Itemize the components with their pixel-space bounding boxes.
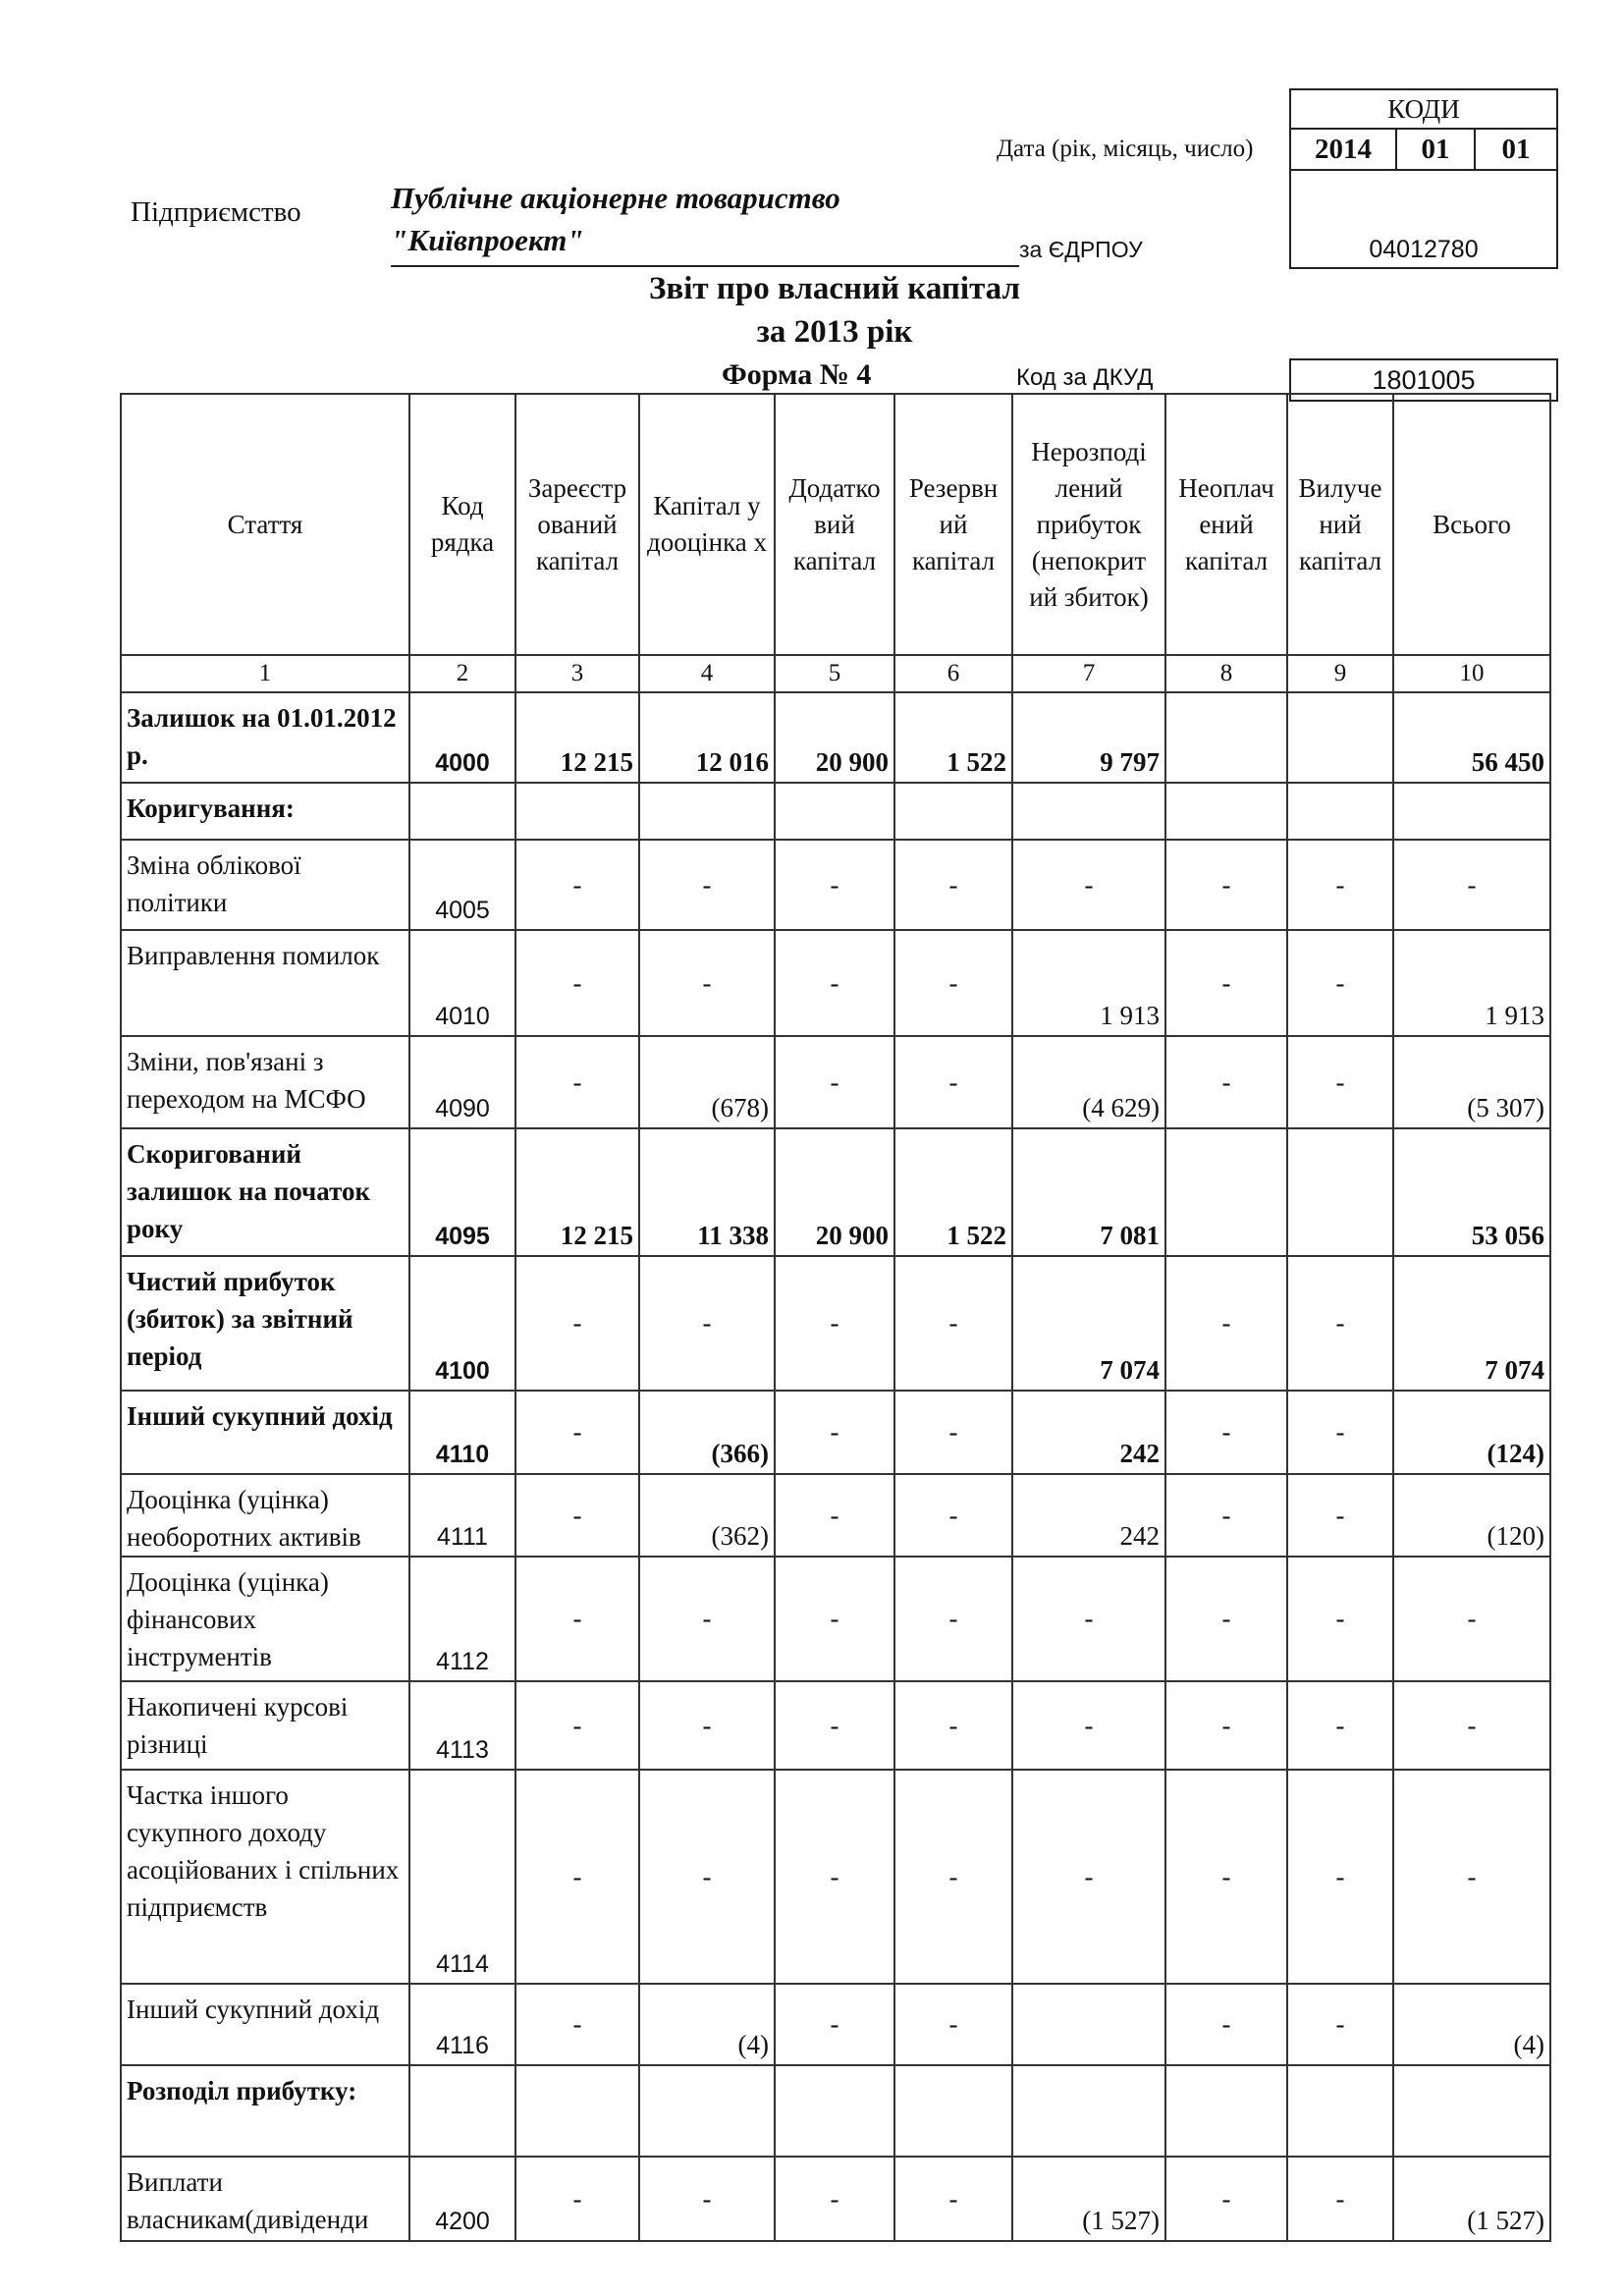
row-label: Виправлення помилок — [121, 930, 409, 1036]
value-cell: - — [515, 1984, 639, 2065]
value-cell: - — [775, 1474, 894, 1557]
value-cell: 9 797 — [1012, 692, 1165, 783]
table-row — [121, 1681, 1550, 1770]
value-cell — [1287, 783, 1393, 840]
row-label: Інший сукупний дохід — [121, 1984, 409, 2065]
table-row — [121, 1036, 1550, 1128]
report-title: Звіт про власний капітал — [648, 271, 1020, 306]
table-row — [121, 1128, 1550, 1256]
value-cell: - — [1165, 1770, 1287, 1984]
col-number: 6 — [894, 655, 1012, 692]
table-row — [121, 783, 1550, 840]
form-name: Форма № 4 — [722, 358, 872, 391]
row-code: 4113 — [409, 1681, 515, 1770]
value-cell: - — [1165, 1557, 1287, 1681]
row-label: Зміни, пов'язані з переходом на МСФО — [121, 1036, 409, 1128]
enterprise-name — [391, 177, 1019, 267]
value-cell: 11 338 — [639, 1128, 775, 1256]
col-header: Код рядка — [409, 394, 515, 655]
row-code — [409, 783, 515, 840]
table-row — [121, 2065, 1550, 2157]
row-label: Інший сукупний дохід — [121, 1391, 409, 1474]
dkud-code: 1801005 — [1289, 358, 1558, 402]
value-cell: - — [775, 1256, 894, 1391]
value-cell: - — [1165, 930, 1287, 1036]
value-cell: - — [1165, 1391, 1287, 1474]
row-label: Коригування: — [121, 783, 409, 840]
value-cell — [775, 783, 894, 840]
value-cell: 56 450 — [1393, 692, 1550, 783]
enterprise-name-line2: "Київпроект" — [391, 223, 584, 257]
table-row — [121, 840, 1550, 930]
value-cell: - — [515, 840, 639, 930]
value-cell: - — [1393, 1557, 1550, 1681]
value-cell: - — [775, 1770, 894, 1984]
value-cell: - — [894, 1391, 1012, 1474]
value-cell — [639, 783, 775, 840]
value-cell: - — [894, 1984, 1012, 2065]
value-cell: 1 522 — [894, 692, 1012, 783]
row-label: Зміна облікової політики — [121, 840, 409, 930]
value-cell — [1012, 783, 1165, 840]
value-cell: 12 215 — [515, 692, 639, 783]
value-cell — [1393, 783, 1550, 840]
value-cell: - — [639, 1256, 775, 1391]
value-cell: 1 522 — [894, 1128, 1012, 1256]
value-cell: 7 081 — [1012, 1128, 1165, 1256]
value-cell: - — [1393, 840, 1550, 930]
date-day: 01 — [1474, 130, 1556, 169]
row-label: Дооцінка (уцінка) необоротних активів — [121, 1474, 409, 1557]
col-number: 9 — [1287, 655, 1393, 692]
value-cell: - — [515, 2157, 639, 2241]
value-cell: - — [639, 1681, 775, 1770]
equity-table — [120, 393, 1551, 2242]
value-cell: - — [515, 1256, 639, 1391]
value-cell: - — [894, 1557, 1012, 1681]
row-code: 4095 — [409, 1128, 515, 1256]
value-cell: (678) — [639, 1036, 775, 1128]
date-label: Дата (рік, місяць, число) — [997, 136, 1254, 162]
value-cell: - — [775, 1391, 894, 1474]
value-cell: - — [894, 1474, 1012, 1557]
value-cell: - — [639, 930, 775, 1036]
value-cell: - — [1165, 1474, 1287, 1557]
date-month: 01 — [1395, 130, 1474, 169]
row-code: 4090 — [409, 1036, 515, 1128]
row-label: Накопичені курсові різниці — [121, 1681, 409, 1770]
value-cell: (120) — [1393, 1474, 1550, 1557]
edrpou-label: за ЄДРПОУ — [1019, 237, 1143, 262]
table-body — [121, 692, 1550, 2241]
value-cell: (5 307) — [1393, 1036, 1550, 1128]
value-cell — [894, 783, 1012, 840]
value-cell: - — [894, 1256, 1012, 1391]
value-cell — [894, 2065, 1012, 2157]
value-cell: - — [1287, 2157, 1393, 2241]
value-cell — [1165, 692, 1287, 783]
value-cell: - — [515, 1557, 639, 1681]
value-cell: - — [515, 1681, 639, 1770]
value-cell: 7 074 — [1012, 1256, 1165, 1391]
value-cell: - — [1287, 1770, 1393, 1984]
value-cell: - — [1012, 1770, 1165, 1984]
col-header: Нерозподі лений прибуток (непокрит ий збиток) — [1012, 394, 1165, 655]
value-cell: 12 215 — [515, 1128, 639, 1256]
value-cell: - — [1012, 1557, 1165, 1681]
value-cell: 20 900 — [775, 692, 894, 783]
value-cell: - — [1165, 1984, 1287, 2065]
row-label: Залишок на 01.01.2012 р. — [121, 692, 409, 783]
value-cell — [1393, 2065, 1550, 2157]
value-cell: - — [894, 840, 1012, 930]
value-cell: 1 913 — [1012, 930, 1165, 1036]
col-number: 3 — [515, 655, 639, 692]
col-header: Стаття — [121, 394, 409, 655]
value-cell: (362) — [639, 1474, 775, 1557]
value-cell: - — [1012, 1681, 1165, 1770]
row-code: 4200 — [409, 2157, 515, 2241]
value-cell: - — [639, 1557, 775, 1681]
row-code: 4010 — [409, 930, 515, 1036]
value-cell: - — [515, 1391, 639, 1474]
row-code: 4116 — [409, 1984, 515, 2065]
value-cell: 12 016 — [639, 692, 775, 783]
value-cell: - — [639, 2157, 775, 2241]
value-cell: (4) — [1393, 1984, 1550, 2065]
value-cell: - — [1165, 840, 1287, 930]
value-cell — [1165, 1128, 1287, 1256]
value-cell: - — [894, 2157, 1012, 2241]
table-row — [121, 2157, 1550, 2241]
row-code: 4111 — [409, 1474, 515, 1557]
row-label: Частка іншого сукупного доходу асоційованих і спільних підприємств — [121, 1770, 409, 1984]
value-cell: - — [1287, 1681, 1393, 1770]
value-cell: - — [1165, 1036, 1287, 1128]
table-row — [121, 1474, 1550, 1557]
enterprise-label: Підприємство — [131, 196, 301, 228]
value-cell: (124) — [1393, 1391, 1550, 1474]
row-label: Скоригований залишок на початок року — [121, 1128, 409, 1256]
table-row — [121, 1557, 1550, 1681]
table-row — [121, 1391, 1550, 1474]
value-cell: (366) — [639, 1391, 775, 1474]
value-cell: - — [515, 1770, 639, 1984]
value-cell — [1287, 692, 1393, 783]
dkud-label: Код за ДКУД — [1016, 364, 1154, 391]
value-cell: - — [894, 1681, 1012, 1770]
value-cell: - — [1287, 930, 1393, 1036]
value-cell: - — [775, 2157, 894, 2241]
value-cell: - — [775, 930, 894, 1036]
value-cell: - — [639, 840, 775, 930]
value-cell — [1165, 2065, 1287, 2157]
col-number: 1 — [121, 655, 409, 692]
value-cell: - — [894, 1770, 1012, 1984]
value-cell — [515, 783, 639, 840]
value-cell: - — [1287, 1984, 1393, 2065]
value-cell: - — [1393, 1681, 1550, 1770]
value-cell: - — [894, 1036, 1012, 1128]
col-header: Додатко вий капітал — [775, 394, 894, 655]
date-code-row — [1291, 130, 1556, 171]
value-cell: - — [1287, 1474, 1393, 1557]
value-cell — [515, 2065, 639, 2157]
col-number: 8 — [1165, 655, 1287, 692]
value-cell: - — [1012, 840, 1165, 930]
col-header: Всього — [1393, 394, 1550, 655]
value-cell: - — [515, 1036, 639, 1128]
value-cell: - — [775, 1036, 894, 1128]
value-cell: - — [1165, 1256, 1287, 1391]
col-number: 10 — [1393, 655, 1550, 692]
value-cell — [775, 2065, 894, 2157]
row-code: 4112 — [409, 1557, 515, 1681]
value-cell: - — [1287, 1256, 1393, 1391]
value-cell: - — [775, 1557, 894, 1681]
col-number: 7 — [1012, 655, 1165, 692]
row-code: 4005 — [409, 840, 515, 930]
row-code: 4100 — [409, 1256, 515, 1391]
value-cell: - — [775, 1984, 894, 2065]
value-cell: 7 074 — [1393, 1256, 1550, 1391]
value-cell — [1012, 2065, 1165, 2157]
value-cell: - — [1287, 840, 1393, 930]
col-header: Зареєстр ований капітал — [515, 394, 639, 655]
value-cell: - — [775, 1681, 894, 1770]
row-label: Розподіл прибутку: — [121, 2065, 409, 2157]
value-cell: (1 527) — [1012, 2157, 1165, 2241]
column-number-row — [121, 655, 1550, 692]
value-cell: (1 527) — [1393, 2157, 1550, 2241]
value-cell: 20 900 — [775, 1128, 894, 1256]
value-cell: - — [639, 1770, 775, 1984]
row-label: Дооцінка (уцінка) фінансових інструментів — [121, 1557, 409, 1681]
col-header: Резервн ий капітал — [894, 394, 1012, 655]
value-cell — [1287, 1128, 1393, 1256]
header-row — [121, 394, 1550, 655]
edrpou-code: 04012780 — [1369, 236, 1479, 263]
value-cell: - — [1393, 1770, 1550, 1984]
value-cell: - — [515, 1474, 639, 1557]
value-cell: - — [1165, 1681, 1287, 1770]
value-cell: - — [894, 930, 1012, 1036]
value-cell: 1 913 — [1393, 930, 1550, 1036]
value-cell: 242 — [1012, 1391, 1165, 1474]
value-cell: (4) — [639, 1984, 775, 2065]
value-cell — [1012, 1984, 1165, 2065]
value-cell: (4 629) — [1012, 1036, 1165, 1128]
col-number: 2 — [409, 655, 515, 692]
value-cell — [1165, 783, 1287, 840]
codes-box — [1289, 88, 1558, 269]
table-row — [121, 1256, 1550, 1391]
row-code: 4110 — [409, 1391, 515, 1474]
row-label: Виплати власникам(дивіденди — [121, 2157, 409, 2241]
value-cell — [1287, 2065, 1393, 2157]
col-number: 4 — [639, 655, 775, 692]
value-cell: 53 056 — [1393, 1128, 1550, 1256]
table-row — [121, 1984, 1550, 2065]
report-period: за 2013 рік — [756, 314, 913, 350]
date-year: 2014 — [1315, 134, 1372, 165]
value-cell: 242 — [1012, 1474, 1165, 1557]
codes-caption: КОДИ — [1291, 90, 1556, 130]
row-label: Чистий прибуток (збиток) за звітний період — [121, 1256, 409, 1391]
value-cell: - — [775, 840, 894, 930]
enterprise-name-line1: Публічне акціонерне товариство — [391, 181, 840, 215]
value-cell: - — [1287, 1557, 1393, 1681]
row-code — [409, 2065, 515, 2157]
value-cell: - — [515, 930, 639, 1036]
value-cell: - — [1165, 2157, 1287, 2241]
value-cell: - — [1287, 1391, 1393, 1474]
col-header: Неоплач ений капітал — [1165, 394, 1287, 655]
table-row — [121, 1770, 1550, 1984]
table-row — [121, 692, 1550, 783]
row-code: 4000 — [409, 692, 515, 783]
value-cell: - — [1287, 1036, 1393, 1128]
col-header: Вилуче ний капітал — [1287, 394, 1393, 655]
col-number: 5 — [775, 655, 894, 692]
value-cell — [639, 2065, 775, 2157]
col-header: Капітал у дооцінка х — [639, 394, 775, 655]
table-row — [121, 930, 1550, 1036]
row-code: 4114 — [409, 1770, 515, 1984]
